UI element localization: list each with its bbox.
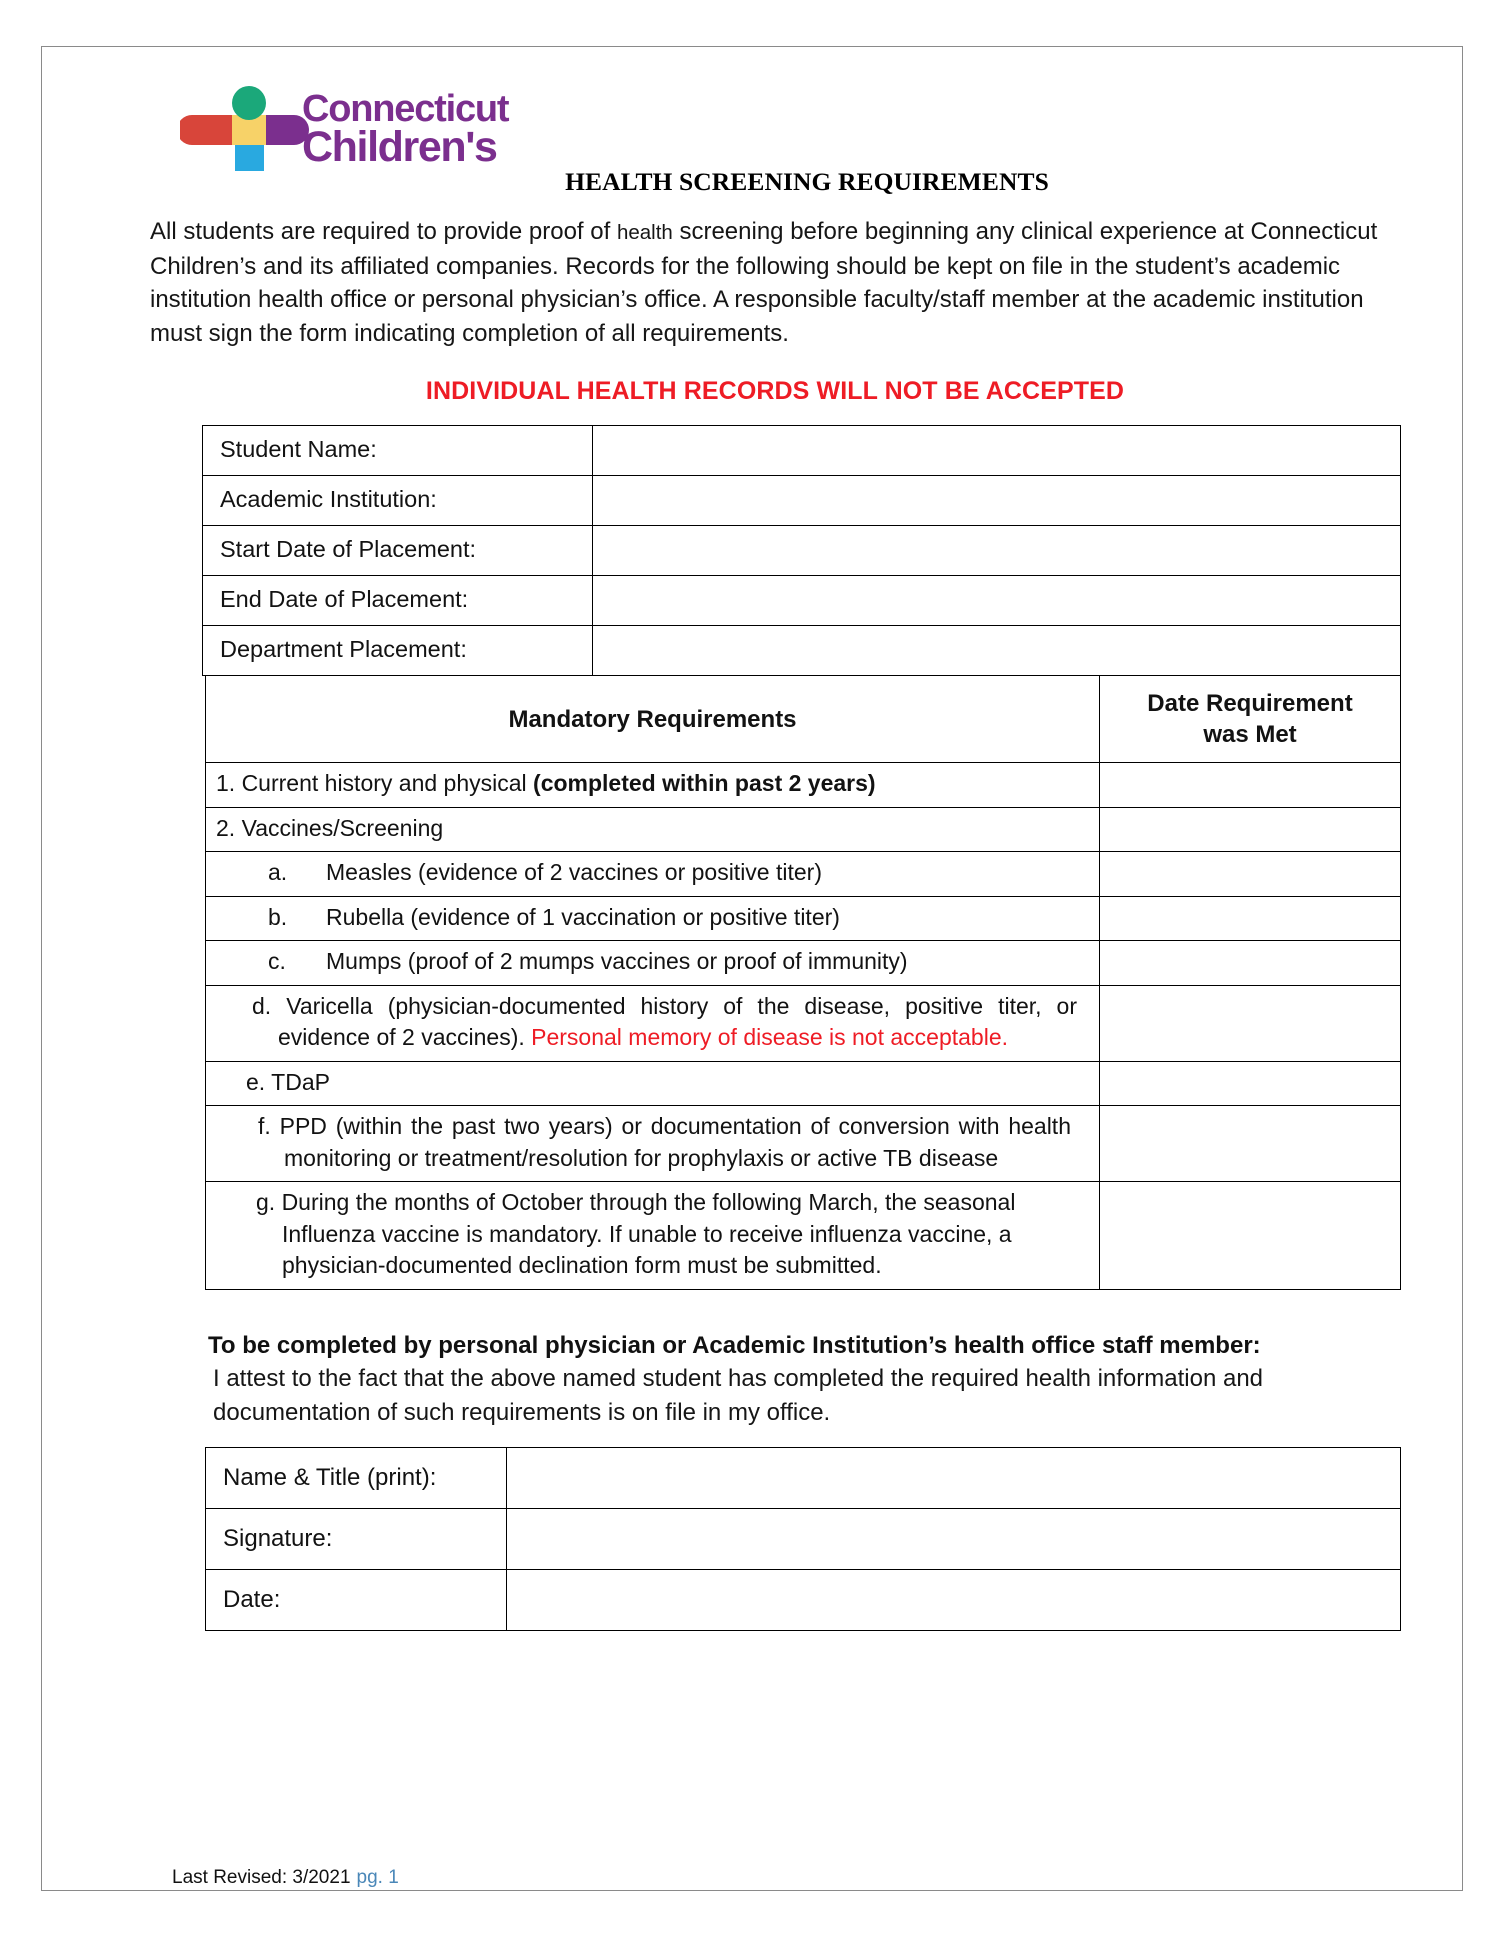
mandatory-requirements-table — [205, 675, 1401, 1290]
date-label: Date: — [206, 1570, 507, 1631]
signature-field[interactable] — [507, 1509, 1401, 1570]
requirement-2f — [206, 1106, 1100, 1182]
table-row — [203, 476, 1401, 526]
requirement-2d — [206, 985, 1100, 1061]
svg-text:Connecticut: Connecticut — [302, 88, 509, 130]
page-title: HEALTH SCREENING REQUIREMENTS — [565, 167, 1049, 196]
requirement-2a-text: Measles (evidence of 2 vaccines or positive titer) — [326, 859, 822, 885]
document-footer — [172, 1867, 399, 1889]
end-date-label: End Date of Placement: — [203, 576, 593, 626]
requirement-2: 2. Vaccines/Screening — [206, 807, 1100, 852]
table-row — [206, 807, 1401, 852]
table-row — [206, 1448, 1401, 1509]
date-met-header-line1: Date Requirement — [1147, 690, 1353, 717]
end-date-field[interactable] — [593, 576, 1401, 626]
document-header — [42, 47, 1462, 196]
student-info-table — [202, 425, 1401, 676]
date-met-field-2b[interactable] — [1100, 896, 1401, 941]
intro-text-part2: screening before beginning any clinical experience at Connecticut Children’s and its affiliated companies. Records for the following should be kept on file in the student’s academic institution health office or personal physician’s office. A responsible faculty/staff member at the academic institution must sign the form indicating completion of all requirements. — [150, 218, 1378, 347]
requirements-column-header: Mandatory Requirements — [206, 676, 1100, 763]
last-revised-text: Last Revised: 3/2021 — [172, 1867, 351, 1888]
date-met-field-2a[interactable] — [1100, 852, 1401, 897]
svg-text:Children's: Children's — [302, 123, 497, 171]
requirement-2f-text: f. PPD (within the past two years) or documentation of conversion with health monitoring or treatment/resolution for prophylaxis or active TB disease — [258, 1113, 1071, 1171]
table-row — [206, 1106, 1401, 1182]
start-date-label: Start Date of Placement: — [203, 526, 593, 576]
requirement-2g-text: g. During the months of October through the following March, the seasonal Influenza vaccine is mandatory. If unable to receive influenza vaccine, a physician-documented declination form must be submitted. — [256, 1189, 1016, 1278]
table-row — [203, 426, 1401, 476]
table-row — [203, 526, 1401, 576]
date-met-header-line2: was Met — [1203, 721, 1297, 748]
requirement-2c-text: Mumps (proof of 2 mumps vaccines or proof of immunity) — [326, 948, 908, 974]
table-row — [206, 1509, 1401, 1570]
date-met-field-2c[interactable] — [1100, 941, 1401, 986]
table-row — [206, 852, 1401, 897]
requirement-2b — [206, 896, 1100, 941]
name-title-field[interactable] — [507, 1448, 1401, 1509]
requirement-1-text: 1. Current history and physical — [216, 770, 534, 796]
requirement-2c-letter: c. — [268, 948, 286, 974]
requirement-1-emphasis: (completed within past 2 years) — [533, 770, 876, 796]
academic-institution-field[interactable] — [593, 476, 1401, 526]
academic-institution-label: Academic Institution: — [203, 476, 593, 526]
date-met-column-header — [1100, 676, 1401, 763]
table-row — [206, 985, 1401, 1061]
intro-health-word: health — [616, 221, 673, 244]
date-field[interactable] — [507, 1570, 1401, 1631]
table-row — [206, 896, 1401, 941]
signature-table — [205, 1447, 1401, 1631]
requirement-2g — [206, 1182, 1100, 1290]
requirement-2b-letter: b. — [268, 903, 288, 930]
requirement-2e — [206, 1061, 1100, 1106]
table-row — [206, 941, 1401, 986]
table-row — [206, 1182, 1401, 1290]
logo-figure-icon — [180, 86, 309, 171]
requirement-2a — [206, 852, 1100, 897]
name-title-label: Name & Title (print): — [206, 1448, 507, 1509]
requirement-1 — [206, 763, 1100, 808]
department-placement-label: Department Placement: — [203, 626, 593, 676]
start-date-field[interactable] — [593, 526, 1401, 576]
department-placement-field[interactable] — [593, 626, 1401, 676]
intro-paragraph — [150, 215, 1400, 350]
date-met-field-2d[interactable] — [1100, 985, 1401, 1061]
table-row — [203, 576, 1401, 626]
signature-label: Signature: — [206, 1509, 507, 1570]
page-number: pg. 1 — [356, 1867, 399, 1888]
table-row — [206, 763, 1401, 808]
table-row — [206, 1570, 1401, 1631]
attestation-body: I attest to the fact that the above named student has completed the required health information and documentation of such requirements is on file in my office. — [213, 1365, 1264, 1426]
intro-text-part1: All students are required to provide proof of — [150, 218, 617, 245]
date-met-field-2g[interactable] — [1100, 1182, 1401, 1290]
alert-notice: INDIVIDUAL HEALTH RECORDS WILL NOT BE ACCEPTED — [425, 377, 1125, 405]
student-name-field[interactable] — [593, 426, 1401, 476]
date-met-field-1[interactable] — [1100, 763, 1401, 808]
table-header-row — [206, 676, 1401, 763]
requirement-2a-letter: a. — [268, 859, 288, 885]
requirement-2e-text: e. TDaP — [246, 1068, 330, 1095]
requirement-2d-text: d. Varicella (physician-documented history of the disease, positive titer, or evidence of 2 vaccines). — [252, 992, 1077, 1050]
requirement-2b-text: Rubella (evidence of 1 vaccination or positive titer) — [326, 903, 840, 930]
table-row — [203, 626, 1401, 676]
requirement-2c — [206, 941, 1100, 986]
student-name-label: Student Name: — [203, 426, 593, 476]
date-met-field-2f[interactable] — [1100, 1106, 1401, 1182]
connecticut-childrens-logo — [180, 73, 510, 173]
table-row — [206, 1061, 1401, 1106]
date-met-field-2e[interactable] — [1100, 1061, 1401, 1106]
date-met-field-2[interactable] — [1100, 807, 1401, 852]
attestation-block — [208, 1329, 1388, 1430]
attestation-heading: To be completed by personal physician or Academic Institution’s health office staff member: — [208, 1332, 1261, 1359]
requirement-2d-warning: Personal memory of disease is not acceptable. — [531, 1024, 1008, 1050]
document-page — [41, 46, 1463, 1891]
